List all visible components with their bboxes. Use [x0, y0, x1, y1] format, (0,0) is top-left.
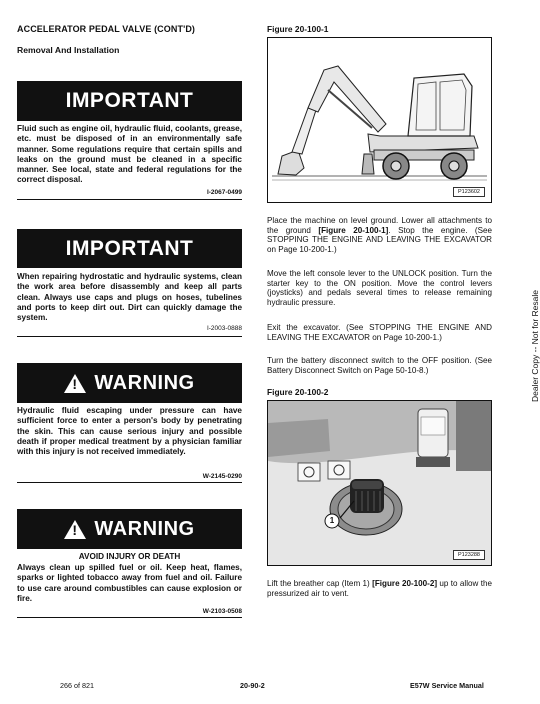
important-ref-2: I-2003-0888	[206, 325, 242, 332]
warning-ref-2: W-2103-0508	[202, 608, 242, 615]
important-ref-1: I-2067-0499	[206, 189, 242, 196]
important-text-2: When repairing hydrostatic and hydraulic systems, clean the work area before disassembly and keep all parts clean. Always use caps and plugs on hoses, tubelines and ports to keep dirt out. Dirt can quickly damage the system.	[17, 272, 242, 323]
divider	[17, 336, 242, 337]
warning-banner-1	[17, 363, 242, 403]
figure-1-excavator	[267, 37, 492, 203]
important-text-1: Fluid such as engine oil, hydraulic fluid, coolants, grease, etc. must be disposed of in an environmentally safe manner. Some regulations require that certain spills and leaks on the ground must be cleaned in a specific manner. See local, state and federal regulations for the correct disposal.	[17, 124, 242, 185]
callout-item-1: 1	[329, 516, 335, 525]
warning-subtitle: AVOID INJURY OR DEATH	[78, 552, 181, 561]
figure-1-title: Figure 20-100-1	[267, 24, 329, 34]
page-count: 266 of 821	[60, 681, 94, 690]
important-banner-1: IMPORTANT	[17, 81, 242, 121]
page-header-title: ACCELERATOR PEDAL VALVE (CONT'D)	[17, 24, 196, 34]
manual-title: E57W Service Manual	[410, 681, 484, 690]
warning-triangle-icon: !	[64, 374, 86, 393]
step-paragraph-5: Lift the breather cap (Item 1) [Figure 20-100-2] up to allow the pressurized air to vent.	[267, 579, 492, 598]
step-paragraph-4: Turn the battery disconnect switch to the OFF position. (See Battery Disconnect Switch on Page 50-10-8.)	[267, 356, 492, 375]
figure-2-code: P123288	[453, 550, 485, 560]
step-paragraph-1: Place the machine on level ground. Lower all attachments to the ground [Figure 20-100-1]. Stop the engine. (See STOPPING THE ENGINE AND LEAVING THE EXCAVATOR on Page 10-200-1.)	[267, 216, 492, 254]
figure-2-title: Figure 20-100-2	[267, 387, 329, 397]
warning-label-2: WARNING	[94, 517, 195, 540]
divider	[17, 617, 242, 618]
figure-reference: [Figure 20-100-2]	[372, 579, 438, 588]
warning-banner-2	[17, 509, 242, 549]
important-banner-2: IMPORTANT	[17, 229, 242, 268]
warning-triangle-icon: !	[64, 520, 86, 539]
section-heading: Removal And Installation	[17, 45, 120, 55]
step-paragraph-2: Move the left console lever to the UNLOCK position. Turn the starter key to the ON position. Move the control levers (joysticks) and pedals several times to release remaining hydraulic pressure.	[267, 269, 492, 307]
warning-text-2: Always clean up spilled fuel or oil. Keep heat, flames, sparks or lighted tobacco away from fuel and oil. Failure to use care around combustibles can cause explosion or fire.	[17, 563, 242, 603]
warning-label-1: WARNING	[94, 371, 195, 394]
figure-reference: [Figure 20-100-1]	[318, 225, 389, 235]
page-number: 20-90-2	[240, 681, 265, 690]
figure-2-breather-cap	[267, 400, 492, 566]
side-watermark-text: Dealer Copy -- Not for Resale	[530, 290, 540, 402]
figure-1-code: P123602	[453, 187, 485, 197]
divider	[17, 199, 242, 200]
breather-cap-photo	[268, 401, 491, 565]
warning-text-1: Hydraulic fluid escaping under pressure can have sufficient force to enter a person's body by penetrating the skin. This can cause serious injury and possible death if proper medical treatment by a physician familiar with this injury is not received immediately.	[17, 406, 242, 457]
divider	[17, 482, 242, 483]
warning-ref-1: W-2145-0290	[202, 473, 242, 480]
step-paragraph-3: Exit the excavator. (See STOPPING THE ENGINE AND LEAVING THE EXCAVATOR on Page 10-200-1.)	[267, 323, 492, 342]
excavator-illustration	[268, 38, 491, 202]
